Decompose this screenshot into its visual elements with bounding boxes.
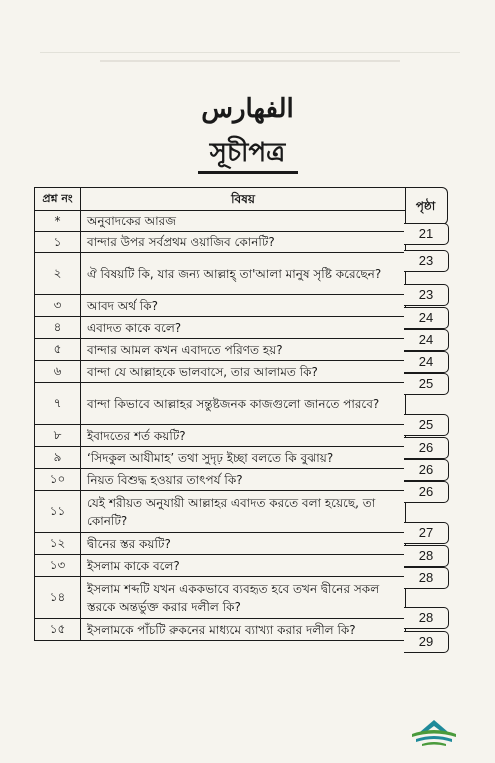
question-subject: ইবাদতের শর্ত কয়টি? — [87, 428, 186, 443]
question-subject: যেই শরীয়ত অনুযায়ী আল্লাহর এবাদত করতে বলা হয়েছে, তা কোনটি? — [87, 495, 376, 528]
table-row — [35, 469, 405, 491]
page-number: 26 — [404, 459, 449, 481]
question-number: ১১ — [35, 491, 81, 532]
page-number: 26 — [404, 437, 449, 459]
question-subject: এবাদত কাকে বলে? — [87, 320, 182, 335]
question-number: ৪ — [35, 317, 81, 338]
page-number: 29 — [404, 631, 449, 653]
title-arabic: الفهارس — [201, 94, 294, 124]
page-number: 28 — [404, 545, 449, 567]
page-number: 24 — [404, 329, 449, 351]
question-number: ৮ — [35, 425, 81, 446]
question-subject: বান্দা যে আল্লাহকে ভালবাসে, তার আলামত কি? — [87, 364, 318, 379]
question-number: ৬ — [35, 361, 81, 382]
table-row — [35, 317, 405, 339]
page-number: 23 — [404, 284, 449, 306]
publisher-logo-icon — [408, 718, 460, 748]
page-number-column — [404, 187, 448, 649]
table-row — [35, 339, 405, 361]
question-number: ৫ — [35, 339, 81, 360]
question-number: ১০ — [35, 469, 81, 490]
question-subject: দ্বীনের স্তর কয়টি? — [87, 536, 171, 551]
table-row — [35, 253, 405, 295]
question-subject: ইসলাম কাকে বলে? — [87, 558, 180, 573]
question-subject: আবদ অর্থ কি? — [87, 298, 158, 313]
table-row — [35, 211, 405, 232]
question-number: ৯ — [35, 447, 81, 468]
question-subject: বান্দা কিভাবে আল্লাহর সন্তুষ্টজনক কাজগুলো জানতে পারবে? — [87, 396, 380, 411]
question-subject: বান্দার উপর সর্বপ্রথম ওয়াজিব কোনটি? — [87, 235, 275, 249]
table-header — [35, 188, 405, 211]
table-row — [35, 361, 405, 383]
table-row — [35, 295, 405, 317]
question-subject: ইসলামকে পাঁচটি রুকনের মাধ্যমে ব্যাখ্যা করার দলীল কি? — [87, 622, 356, 637]
table-row — [35, 425, 405, 447]
question-number: ১৫ — [35, 619, 81, 640]
show-through-bleed — [40, 52, 460, 93]
contents-table — [34, 187, 406, 641]
page-number: 24 — [404, 307, 449, 329]
question-number: ৭ — [35, 383, 81, 424]
question-number: ২ — [35, 253, 81, 294]
table-row — [35, 491, 405, 533]
header-page: পৃষ্ঠা — [404, 187, 448, 225]
question-number: ১ — [35, 232, 81, 252]
question-subject: ‘সিদকুল আযীমাহ’ তথা সুদৃঢ় ইচ্ছা বলতে কি বুঝায়? — [87, 450, 334, 465]
page-number: 27 — [404, 522, 449, 544]
question-number: ১৩ — [35, 555, 81, 576]
question-number: ১২ — [35, 533, 81, 554]
question-number: * — [35, 211, 81, 231]
show-through-line — [100, 60, 400, 62]
table-row — [35, 447, 405, 469]
table-row — [35, 232, 405, 253]
page-number: 25 — [404, 373, 449, 395]
page-number: 21 — [404, 223, 449, 245]
title-bengali: সূচীপত্র — [209, 138, 286, 168]
table-body — [35, 211, 405, 640]
page-number: 26 — [404, 481, 449, 503]
page-number: 28 — [404, 607, 449, 629]
question-subject: নিয়ত বিশুদ্ধ হওয়ার তাৎপর্য কি? — [87, 472, 243, 487]
table-row — [35, 383, 405, 425]
question-number: ১৪ — [35, 577, 81, 618]
title-underline — [198, 171, 298, 174]
table-row — [35, 577, 405, 619]
page-number: 23 — [404, 250, 449, 272]
question-number: ৩ — [35, 295, 81, 316]
header-question-number: প্রশ্ন নং — [35, 188, 81, 210]
question-subject: ঐ বিষয়টি কি, যার জন্য আল্লাহ্‌ তা'আলা মানুষ সৃষ্টি করেছেন? — [87, 266, 382, 281]
question-subject: অনুবাদকের আরজ — [87, 214, 176, 228]
table-row — [35, 555, 405, 577]
page-number: 25 — [404, 414, 449, 436]
table-row — [35, 533, 405, 555]
question-subject: ইসলাম শব্দটি যখন এককভাবে ব্যবহৃত হবে তখন দ্বীনের সকল স্তরকে অন্তর্ভুক্ত করার দলীল কি? — [87, 581, 380, 614]
table-row — [35, 619, 405, 640]
page-number: 28 — [404, 567, 449, 589]
page-number: 24 — [404, 351, 449, 373]
question-subject: বান্দার আমল কখন এবাদতে পরিণত হয়? — [87, 342, 283, 357]
header-subject: বিষয় — [231, 192, 255, 206]
